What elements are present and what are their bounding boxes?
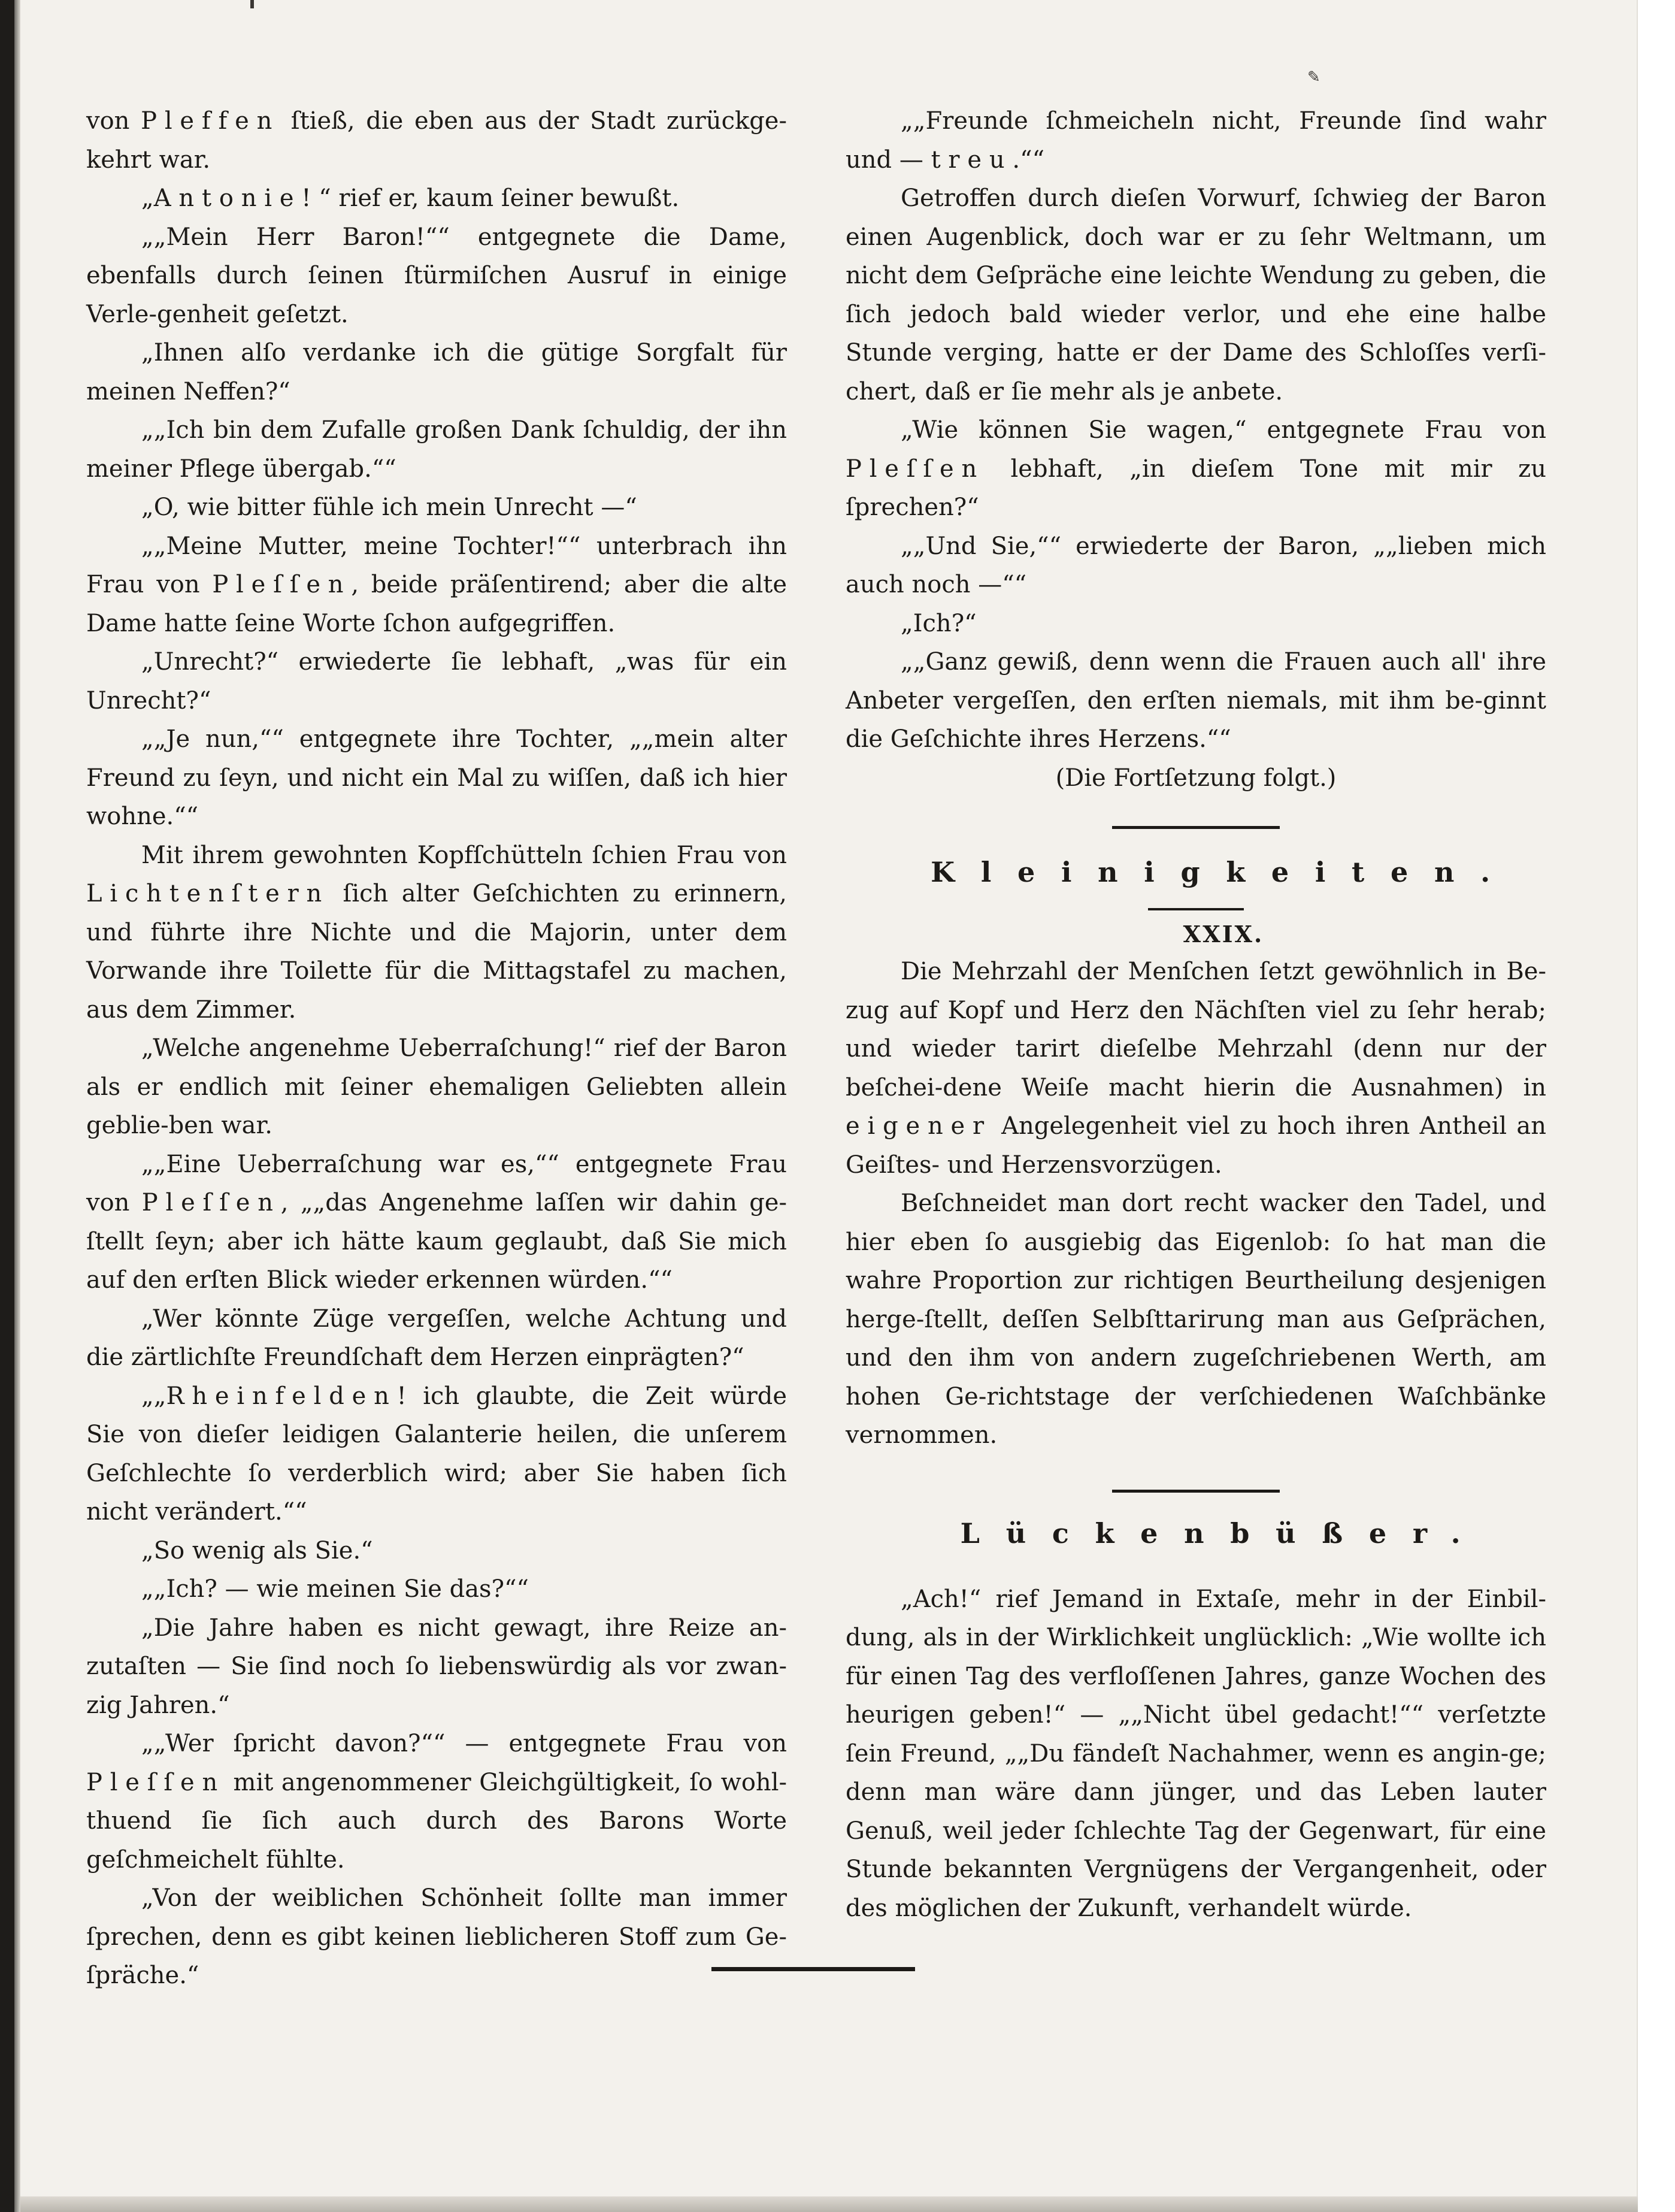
paragraph	[846, 604, 1546, 643]
paragraph	[86, 411, 787, 488]
text-run: „Welche angenehme Ueberraſchung!“ rief der Baron als er endlich mit ſeiner ehemaligen Geliebten allein geblie-ben war.	[86, 1034, 787, 1139]
section-heading-lueckenbuesser: Lückenbüßer.	[960, 1517, 1487, 1550]
paragraph	[86, 643, 787, 720]
scan-edge-shadow	[14, 0, 20, 2212]
paragraph	[846, 527, 1546, 604]
text-run: „„Wer ſpricht davon?““ — entgegnete Frau von	[141, 1730, 787, 1757]
text-run: „Ach!“ rief Jemand in Extaſe, mehr in der Einbil-dung, als in der Wirklichkeit unglücklich: „Wie wollte ich für einen Tag des verfloſſenen Jahres, ganze Wochen des heurigen geben!“ — „„Nicht übel gedacht!““ verſetzte ſein Freund, „„Du fändeſt Nachahmer, wenn es angin-ge; denn man wäre dann jünger, und das Leben lauter Genuß, weil jeder ſchlechte Tag der Gegenwart, für eine Stunde bekannten Vergnügens der Vergangenheit, oder des möglichen der Zukunft, verhandelt würde.	[846, 1585, 1546, 1922]
paragraph	[846, 643, 1546, 759]
text-run: „O, wie bitter fühle ich mein Unrecht —“	[141, 494, 637, 521]
text-run: , beide präſentirend; aber die alte Dame hatte ſeine Worte ſchon aufgegriffen.	[86, 571, 787, 637]
paragraph	[846, 952, 1546, 1184]
paragraph	[86, 218, 787, 334]
paragraph	[846, 1184, 1546, 1455]
spaced-name: Rheinfelden	[166, 1382, 397, 1410]
text-run: mit angenommener Gleichgültigkeit, ſo wohl-thuend ſie ſich auch durch des Barons Worte geſchmeichelt fühlte.	[86, 1768, 787, 1874]
text-run: „„Je nun,““ entgegnete ihre Tochter, „„mein alter Freund zu ſeyn, und nicht ein Mal zu wiſſen, daß ich hier wohne.““	[86, 725, 787, 830]
text-run: „So wenig als Sie.“	[141, 1536, 373, 1565]
paragraph	[846, 102, 1546, 179]
text-run: , „„das Angenehme laſſen wir dahin ge-ſtellt ſeyn; aber ich hätte kaum geglaubt, daß Sie mich auf den erſten Blick wieder erkennen würden.““	[86, 1189, 787, 1294]
text-run: ſtieß, die eben aus der Stadt zurückge-kehrt war.	[86, 107, 787, 174]
paragraph	[86, 179, 787, 218]
paragraph	[86, 102, 787, 179]
spaced-name: Pleſſen	[846, 455, 985, 483]
spaced-name: Pleſſen	[86, 1768, 226, 1796]
paragraph	[86, 1724, 787, 1879]
paragraph	[86, 1029, 787, 1145]
text-run: „„Meine Mutter, meine Tochter!““ unterbrach ihn Frau von	[86, 532, 787, 598]
ink-speck: ✎	[1307, 68, 1320, 86]
text-run: lebhaft, „in dieſem Tone mit mir zu ſprechen?“	[846, 455, 1546, 521]
scan-edge-right	[1637, 0, 1675, 2212]
text-run: „Die Jahre haben es nicht gewagt, ihre Reize an-zutaſten — Sie ſind noch ſo liebenswürdig als vor zwan-zig Jahren.“	[86, 1614, 787, 1719]
text-run: „Unrecht?“ erwiederte ſie lebhaft, „was für ein Unrecht?“	[86, 648, 787, 715]
text-run: „„	[141, 1382, 166, 1410]
spaced-name: Lichtenſtern	[86, 880, 330, 907]
spaced-name: Antonie!	[153, 184, 319, 212]
section-number: XXIX.	[1183, 921, 1264, 948]
spaced-name: Pleſſen	[212, 571, 352, 598]
paragraph	[846, 1580, 1546, 1928]
left-column-text	[86, 102, 787, 1995]
spaced-name: Pleffen	[141, 107, 280, 135]
paragraph	[86, 1532, 787, 1571]
text-run: „„Freunde ſchmeicheln nicht, Freunde ſind wahr und —	[846, 107, 1546, 174]
text-run: „Wie können Sie wagen,“ entgegnete Frau von	[901, 416, 1546, 444]
paragraph	[86, 527, 787, 643]
text-run: „	[141, 184, 154, 212]
text-run: „„Ich bin dem Zufalle großen Dank ſchuldig, der ihn meiner Pflege übergab.““	[86, 416, 787, 483]
text-run: Die Mehrzahl der Menſchen ſetzt gewöhnlich in Be-zug auf Kopf und Herz den Nächſten viel zu ſehr herab; und wieder tarirt dieſelbe Mehrzahl (denn nur der beſchei-dene Weiſe macht hierin die Ausnahmen) in	[846, 958, 1546, 1102]
text-run: Angelegenheit viel zu hoch ihren Antheil an Geiſtes- und Herzensvorzügen.	[846, 1112, 1546, 1179]
paragraph	[86, 1570, 787, 1609]
paragraph	[846, 411, 1546, 527]
text-run: “ rief er, kaum ſeiner bewußt.	[319, 184, 680, 212]
scan-edge-left	[0, 0, 14, 2212]
paragraph	[86, 1879, 787, 1995]
paragraph	[86, 720, 787, 836]
text-run: „„Ganz gewiß, denn wenn die Frauen auch all' ihre Anbeter vergeſſen, den erſten niemals, mit ihm be-ginnt die Geſchichte ihres Herzens.““	[846, 648, 1546, 753]
section-heading-kleinigkeiten: Kleinigkeiten.	[931, 856, 1516, 888]
lueckenbuesser-text	[846, 1580, 1546, 1928]
text-run: „Von der weiblichen Schönheit ſollte man immer ſprechen, denn es gibt keinen lieblicheren Stoff zum Ge-ſpräche.“	[86, 1884, 787, 1989]
scan-edge-bottom	[20, 2196, 1638, 2212]
right-column	[846, 102, 1546, 1927]
paragraph	[86, 1377, 787, 1532]
end-rule	[711, 1967, 915, 1971]
text-run: von	[86, 107, 141, 135]
text-run: Mit ihrem gewohnten Kopfſchütteln ſchien Frau von	[141, 841, 787, 869]
text-run: „Ihnen alſo verdanke ich die gütige Sorgfalt für meinen Neffen?“	[86, 339, 787, 406]
kleinigkeiten-text	[846, 952, 1546, 1455]
paragraph	[846, 179, 1546, 411]
continuation-note: (Die Fortſetzung folgt.)	[1055, 764, 1337, 792]
text-run: „„Eine Ueberraſchung war es,““ entgegnete Frau von	[86, 1150, 787, 1217]
paragraph	[86, 1300, 787, 1377]
paragraph	[86, 1609, 787, 1725]
spaced-name: Pleſſen	[141, 1189, 281, 1217]
text-run: „„Ich? — wie meinen Sie das?““	[141, 1575, 529, 1603]
text-run: Getroffen durch dieſen Vorwurf, ſchwieg der Baron einen Augenblick, doch war er zu ſehr Weltmann, um nicht dem Geſpräche eine leichte Wendung zu geben, die ſich jedoch bald wieder verlor, und ehe eine halbe Stunde verging, hatte er der Dame des Schloſſes verſi-chert, daß er ſie mehr als je anbete.	[846, 184, 1546, 406]
top-mark	[250, 0, 254, 8]
text-run: ! ich glaubte, die Zeit würde Sie von dieſer leidigen Galanterie heilen, die unſerem Geſchlechte ſo verderblich wird; aber Sie haben ſich nicht verändert.““	[86, 1382, 787, 1526]
text-run: Beſchneidet man dort recht wacker den Tadel, und hier eben ſo ausgiebig das Eigenlob: ſo hat man die wahre Proportion zur richtigen Beurtheilung desjenigen herge-ſtellt, deſſen Selbſttarirung man aus Geſprächen, und den ihm von andern zugeſchriebenen Werth, am hohen Ge-richtstage der verſchiedenen Waſchbänke vernommen.	[846, 1190, 1546, 1449]
paragraph	[86, 488, 787, 527]
spaced-name: eigener	[846, 1112, 992, 1140]
paragraph	[86, 836, 787, 1030]
text-run: „Ich?“	[901, 609, 977, 637]
right-column-text	[846, 102, 1546, 759]
text-run: „„Mein Herr Baron!““ entgegnete die Dame, ebenfalls durch ſeinen ſtürmiſchen Ausruf in einige Verle-genheit geſetzt.	[86, 223, 787, 328]
text-run: ſich alter Geſchichten zu erinnern, und führte ihre Nichte und die Majorin, unter dem Vorwande ihre Toilette für die Mittagstafel zu machen, aus dem Zimmer.	[86, 880, 787, 1024]
text-run: „„Und Sie,““ erwiederte der Baron, „„lieben mich auch noch —““	[846, 532, 1546, 598]
spaced-name: treu	[931, 146, 1013, 174]
text-run: .““	[1012, 146, 1045, 174]
text-run: „Wer könnte Züge vergeſſen, welche Achtung und die zärtlichſte Freundſchaft dem Herzen einprägten?“	[86, 1305, 787, 1371]
paragraph	[86, 1145, 787, 1300]
left-column	[86, 102, 787, 1995]
paragraph	[86, 334, 787, 411]
